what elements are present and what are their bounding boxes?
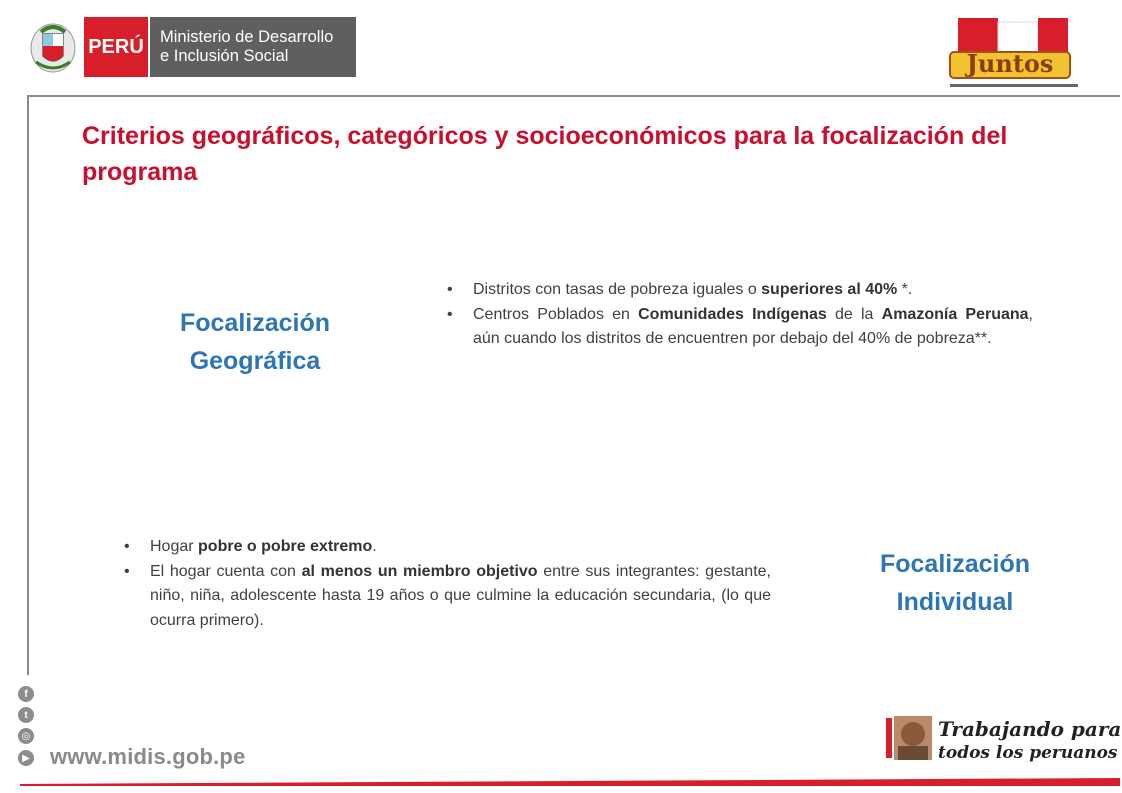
list-item: • Hogar pobre o pobre extremo.: [124, 538, 377, 555]
slogan-line2: todos los peruanos: [938, 743, 1118, 763]
list-item: • Distritos con tasas de pobreza iguales o superiores al 40% *.: [447, 281, 913, 298]
heading-line2: Individual: [896, 588, 1014, 616]
trabajando-slogan-logo: [886, 712, 1122, 772]
frame-left-line: [27, 95, 29, 675]
instagram-icon[interactable]: ◎: [18, 728, 34, 744]
heading-line1: Focalización: [179, 309, 331, 337]
ministry-name-line1: Ministerio de Desarrollo: [160, 28, 334, 46]
list-item: • Centros Poblados en Comunidades Indígenas de la Amazonía Peruana, aún cuando los distritos de encuentren por debajo del 40% de pobreza**.: [447, 305, 1033, 347]
juntos-logo-text: Juntos: [966, 49, 1054, 78]
heading-focalizacion-individual: [840, 545, 1070, 621]
youtube-icon[interactable]: ▶: [18, 750, 34, 766]
slogan-line1: Trabajando para: [938, 717, 1122, 741]
ministry-logo: [150, 17, 356, 77]
frame-top-line: [27, 95, 1120, 97]
twitter-icon[interactable]: t: [18, 707, 34, 723]
peru-logo-label: PERÚ: [84, 17, 148, 77]
juntos-logo: [948, 14, 1080, 92]
ministry-name-line2: e Inclusión Social: [160, 47, 289, 65]
heading-line1: Focalización: [879, 550, 1031, 578]
slide-title: Criterios geográficos, categóricos y socioeconómicos para la focalización del programa: [82, 122, 1008, 186]
heading-focalizacion-geografica: [140, 304, 370, 380]
individual-criteria-list: [120, 535, 771, 633]
geographic-criteria-list: [443, 278, 1033, 352]
peru-coat-of-arms-icon: [28, 18, 78, 76]
bottom-red-stroke: [20, 778, 1120, 786]
website-link[interactable]: www.midis.gob.pe: [50, 744, 246, 769]
facebook-icon[interactable]: f: [18, 686, 34, 702]
heading-line2: Geográfica: [189, 347, 321, 375]
list-item: • El hogar cuenta con al menos un miembro objetivo entre sus integrantes: gestante, niño, niña, adolescente hasta 19 años o que culmine la educación secundaria, (lo que ocurra primero).: [124, 562, 771, 629]
